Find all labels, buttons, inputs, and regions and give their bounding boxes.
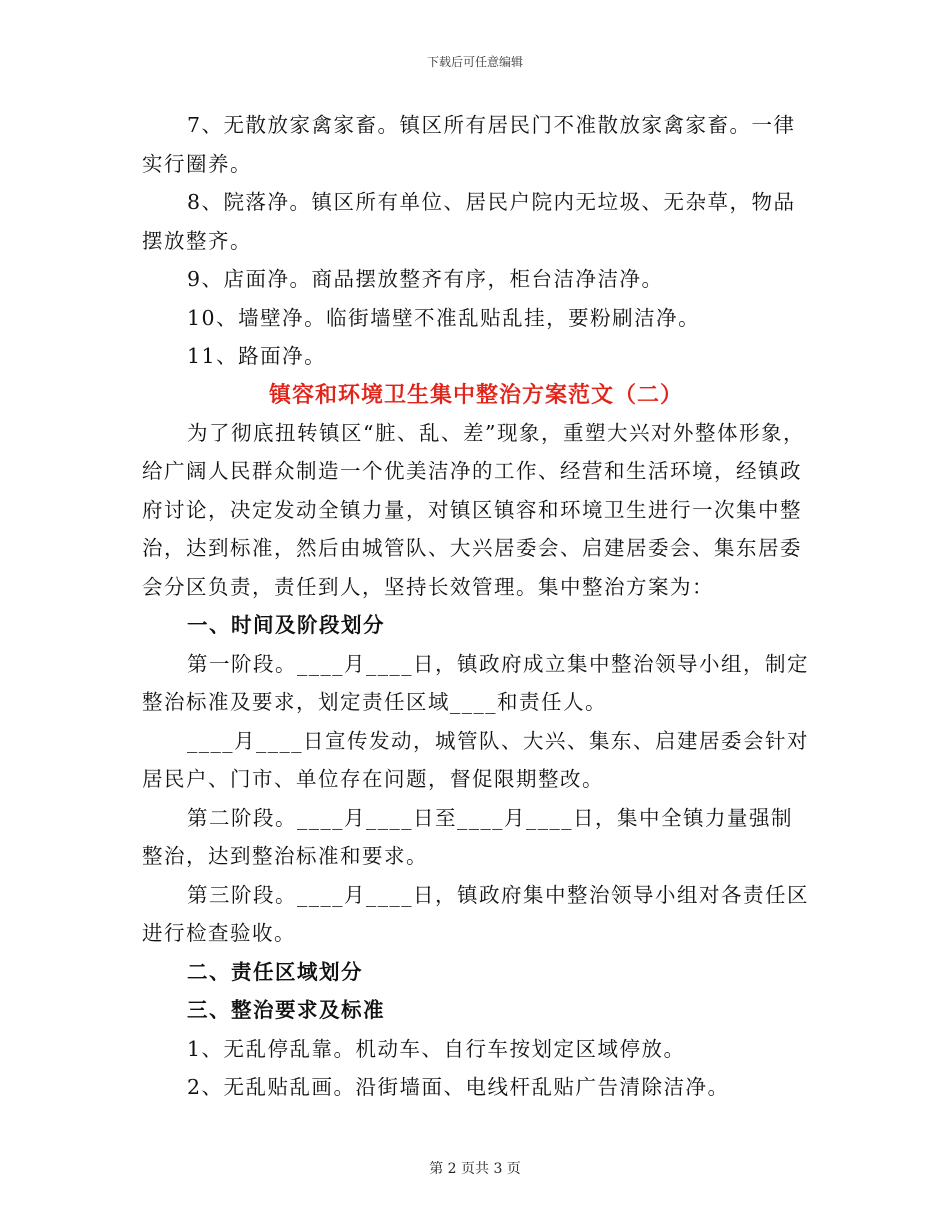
paragraph-item-7: 7、无散放家禽家畜。镇区所有居民门不准散放家禽家畜。一律实行圈养。	[142, 113, 796, 176]
page-footer: 第 2 页共 3 页	[429, 1161, 521, 1177]
heading-requirements: 三、整治要求及标准	[187, 998, 385, 1022]
stage-one-paragraph: 第一阶段。____月____日，镇政府成立集中整治领导小组，制定整治标准及要求，划定责任区域____和责任人。	[142, 651, 809, 714]
requirement-item-1: 1、无乱停乱靠。机动车、自行车按划定区域停放。	[187, 1036, 686, 1061]
heading-time-stages: 一、时间及阶段划分	[187, 613, 385, 637]
document-body	[142, 106, 810, 1107]
intro-paragraph: 为了彻底扭转镇区“脏、乱、差”现象，重塑大兴对外整体形象，给广阔人民群众制造一个优美洁净的工作、经营和生活环境，经镇政府讨论，决定发动全镇力量，对镇区镇容和环境卫生进行一次集中整治，达到标准，然后由城管队、大兴居委会、启建居委会、集东居委会分区负责，责任到人，坚持长效管理。集中整治方案为：	[142, 420, 805, 599]
paragraph-item-9: 9、店面净。商品摆放整齐有序，柜台洁净洁净。	[187, 267, 664, 291]
header-note: 下载后可任意编辑	[426, 55, 523, 69]
paragraph-item-11: 11、路面净。	[187, 344, 327, 368]
stage-three-paragraph: 第三阶段。____月____日，镇政府集中整治领导小组对各责任区进行检查验收。	[142, 882, 809, 945]
paragraph-item-8: 8、院落净。镇区所有单位、居民户院内无垃圾、无杂草，物品摆放整齐。	[142, 190, 796, 253]
publicity-paragraph: ____月____日宣传发动，城管队、大兴、集东、启建居委会针对居民户、门市、单位存在问题，督促限期整改。	[142, 728, 809, 791]
paragraph-item-10: 10、墙壁净。临街墙壁不准乱贴乱挂，要粉刷洁净。	[187, 305, 701, 330]
heading-responsibility-areas: 二、责任区域划分	[187, 959, 363, 984]
section-title: 镇容和环境卫生集中整治方案范文（二）	[268, 382, 683, 408]
stage-two-paragraph: 第二阶段。____月____日至____月____日，集中全镇力量强制整治，达到整治标准和要求。	[142, 805, 793, 868]
requirement-item-2: 2、无乱贴乱画。沿街墙面、电线杆乱贴广告清除洁净。	[187, 1075, 730, 1099]
